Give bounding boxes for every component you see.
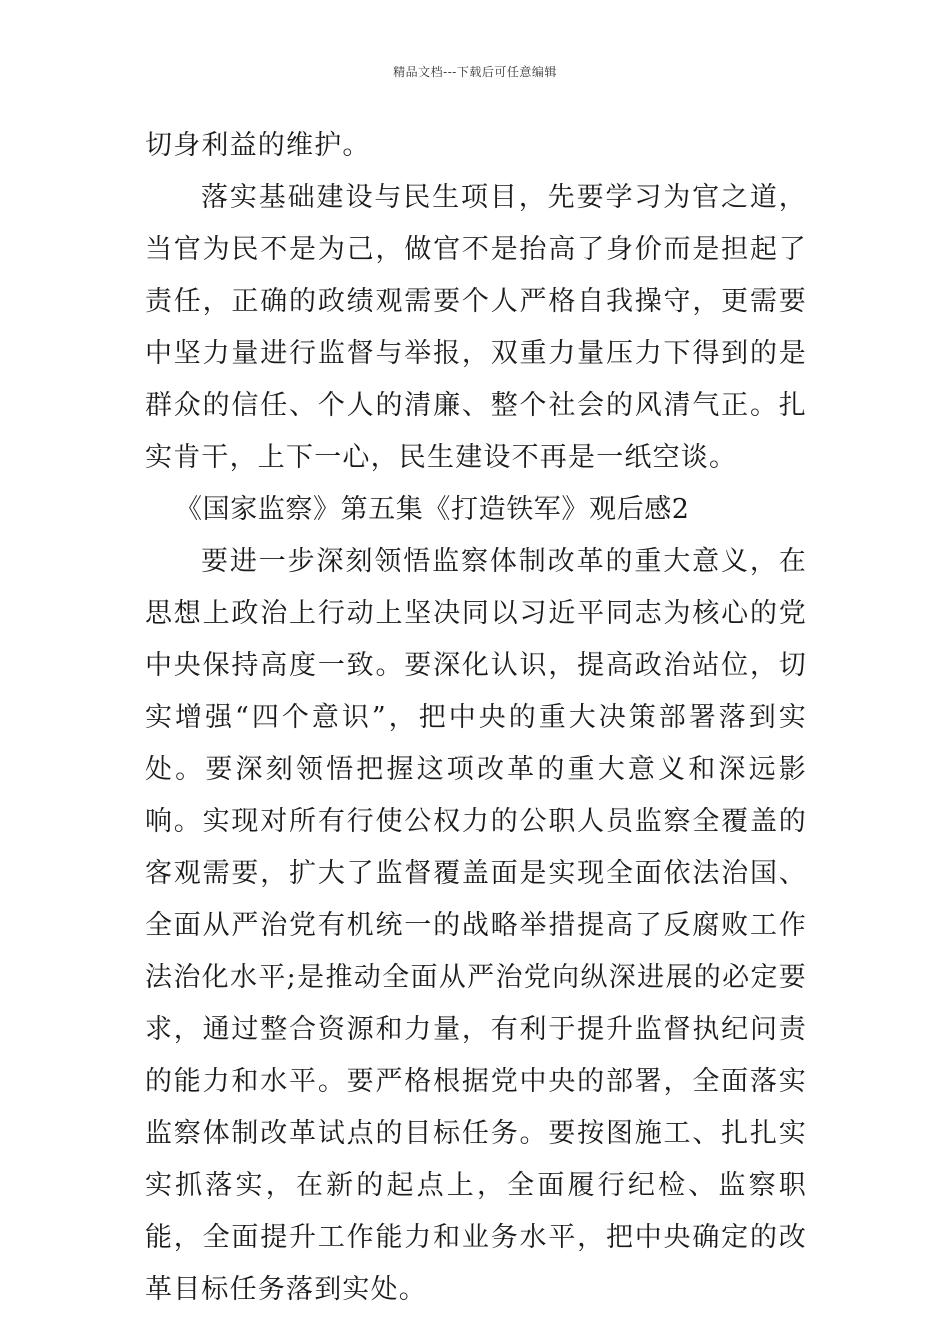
paragraph-continuation: 切身利益的维护。	[145, 130, 371, 161]
section-title: 《国家监察》第五集《打造铁军》观后感2	[175, 494, 690, 525]
page-header: 精品文档---下载后可任意编辑	[393, 65, 557, 79]
document-body	[145, 120, 807, 1316]
paragraph-livelihood: 落实基础建设与民生项目，先要学习为官之道，当官为民不是为己，做官不是抬高了身价而是担起了责任，正确的政绩观需要个人严格自我操守，更需要中坚力量进行监督与举报，双重力量压力下得到的是群众的信任、个人的清廉、整个社会的风清气正。扎实肯干，上下一心，民生建设不再是一纸空谈。	[145, 182, 807, 473]
paragraph-reform: 要进一步深刻领悟监察体制改革的重大意义，在思想上政治上行动上坚决同以习近平同志为核心的党中央保持高度一致。要深化认识，提高政治站位，切实增强“四个意识”，把中央的重大决策部署落到实处。要深刻领悟把握这项改革的重大意义和深远影响。实现对所有行使公权力的公职人员监察全覆盖的客观需要，扩大了监督覆盖面是实现全面依法治国、全面从严治党有机统一的战略举措提高了反腐败工作法治化水平;是推动全面从严治党向纵深进展的必定要求，通过整合资源和力量，有利于提升监督执纪问责的能力和水平。要严格根据党中央的部署，全面落实监察体制改革试点的目标任务。要按图施工、扎扎实实抓落实，在新的起点上，全面履行纪检、监察职能，全面提升工作能力和业务水平，把中央确定的改革目标任务落到实处。	[145, 546, 807, 1305]
